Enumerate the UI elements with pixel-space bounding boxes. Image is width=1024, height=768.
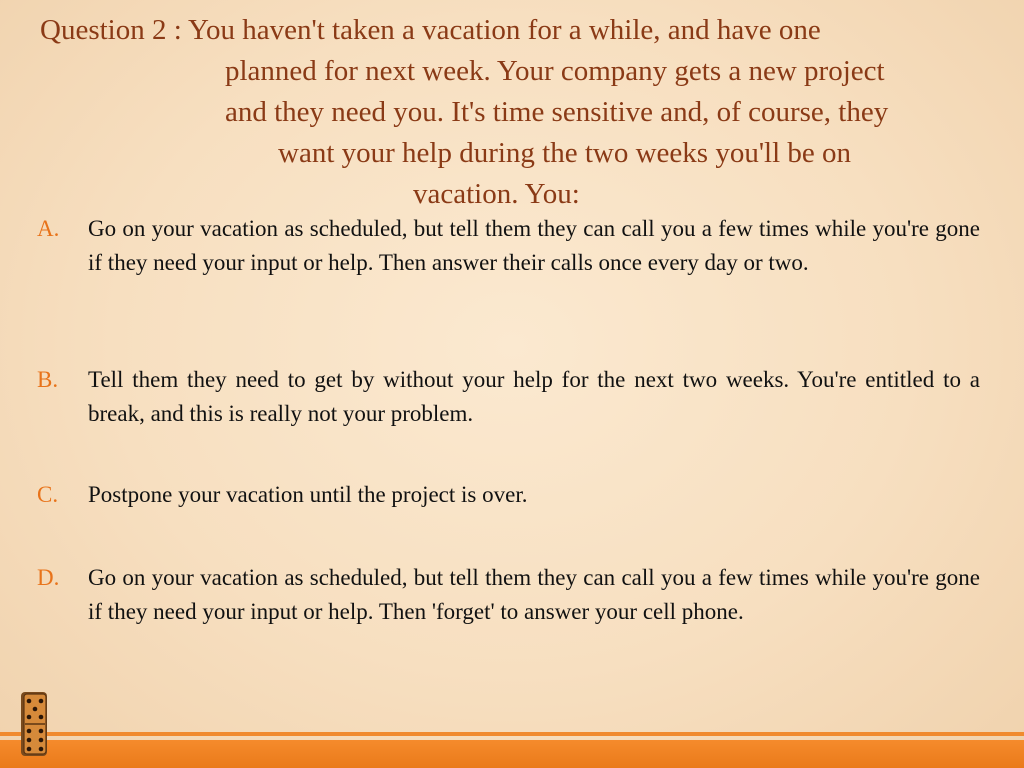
- domino-icon: [18, 690, 52, 760]
- footer-stripe: [0, 740, 1024, 768]
- question-line-3: and they need you. It's time sensitive and, of course, they: [225, 96, 889, 128]
- footer-stripe-thin: [0, 732, 1024, 736]
- question-line-2: planned for next week. Your company gets a new project: [225, 55, 885, 87]
- question-line-1: Question 2 : You haven't taken a vacation for a while, and have one: [40, 14, 821, 46]
- option-c-letter: C.: [37, 482, 59, 507]
- option-c-text: Postpone your vacation until the project is over.: [88, 482, 528, 507]
- option-b-text: Tell them they need to get by without your help for the next two weeks. You're entitled to a break, and this is really not your problem.: [88, 367, 980, 426]
- option-a-letter: A.: [37, 216, 60, 241]
- option-d-letter: D.: [37, 565, 60, 590]
- option-d-text: Go on your vacation as scheduled, but tell them they can call you a few times while you're gone if they need your input or help. Then 'forget' to answer your cell phone.: [88, 565, 980, 624]
- question-line-5: vacation. You:: [413, 178, 580, 210]
- question-line-4: want your help during the two weeks you'll be on: [278, 137, 852, 169]
- option-b-letter: B.: [37, 367, 59, 392]
- option-a-text: Go on your vacation as scheduled, but tell them they can call you a few times while you're gone if they need your input or help. Then answer their calls once every day or two.: [88, 216, 980, 275]
